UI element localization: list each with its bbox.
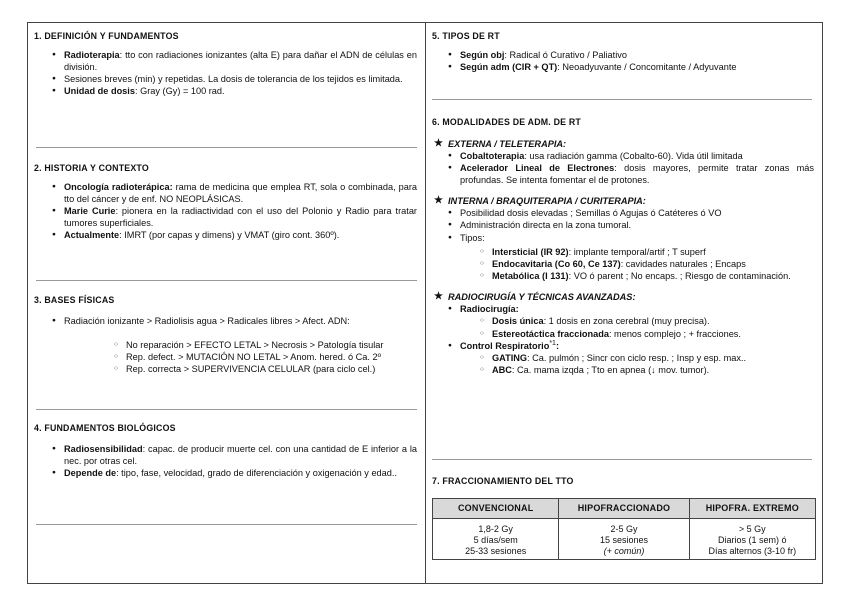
list-item: ● Según adm (CIR + QT): Neoadyuvante / Concomitante / Adyuvante (432, 61, 814, 73)
list-item: ○ Intersticial (IR 92): implante temporal/artif ; T superf (460, 246, 814, 258)
list-item: ● Depende de: tipo, fase, velocidad, grado de diferenciación y oxigenación y edad.. (34, 467, 417, 479)
section-modalidades (432, 117, 814, 376)
section-title: 6. MODALIDADES DE ADM. DE RT (432, 117, 581, 127)
list-item: ○ Rep. defect. > MUTACIÓN NO LETAL > Anom. hered. ó Ca. 2º (64, 351, 417, 363)
star-icon: ★ (434, 291, 443, 303)
list-item: ○ No reparación > EFECTO LETAL > Necrosis > Patología tisular (64, 339, 417, 351)
list-item: ● Tipos: ○ Intersticial (IR 92): implante temporal/artif ; T superf ○ Endocavitaria (Co 60, Ce 137): cavidades naturales ; Encaps ○ Metabólica (I 131): VO ó parent ; No encaps. ; Riesgo de contaminación. (432, 232, 814, 283)
list-item: ● Control Respiratorio$^{*1}$: ○ GATING: Ca. pulmón ; Sincr con ciclo resp. ; Insp y esp. max.. ○ ABC: Ca. mama izqda ; Tto en apnea (↓ mov. tumor). (432, 340, 814, 376)
divider (36, 409, 417, 410)
section-title: 4. FUNDAMENTOS BIOLÓGICOS (34, 423, 176, 433)
column-header: HIPOFRACCIONADO (559, 499, 689, 519)
list-item: ● Sesiones breves (min) y repetidas. La dosis de tolerancia de los tejidos es limitada. (34, 73, 417, 85)
list-item: ○ ABC: Ca. mama izqda ; Tto en apnea (↓ mov. tumor). (460, 364, 814, 376)
list-item: ● Oncología radioterápica: rama de medicina que emplea RT, sola o combinada, para tto del cáncer y de enf. NO NEOPLÁSICAS. (34, 181, 417, 205)
section-title: 3. BASES FÍSICAS (34, 295, 115, 305)
table-cell: > 5 Gy Diarios (1 sem) ó Días alternos (3-10 fr) (689, 519, 815, 560)
table-row (433, 519, 816, 560)
list-item: ● Radiosensibilidad: capac. de producir muerte cel. con una cantidad de E inferior a la nec. por otras cel. (34, 443, 417, 467)
bullet-list (34, 315, 417, 376)
list-item: ○ Metabólica (I 131): VO ó parent ; No encaps. ; Riesgo de contaminación. (460, 270, 814, 282)
list-item: ● Unidad de dosis: Gray (Gy) = 100 rad. (34, 85, 417, 97)
section-fraccionamiento (432, 476, 814, 494)
sub-list (460, 352, 814, 376)
table-cell: 2-5 Gy 15 sesiones (+ común) (559, 519, 689, 560)
list-item: ○ Dosis única: 1 dosis en zona cerebral (muy precisa). (460, 315, 814, 327)
section-title: 5. TIPOS DE RT (432, 31, 500, 41)
list-item: ○ GATING: Ca. pulmón ; Sincr con ciclo resp. ; Insp y esp. max.. (460, 352, 814, 364)
subsection-radiocirugia: ★ RADIOCIRUGÍA Y TÉCNICAS AVANZADAS: (434, 291, 636, 303)
section-title: 1. DEFINICIÓN Y FUNDAMENTOS (34, 31, 179, 41)
bullet-list (34, 181, 417, 242)
section-title: 7. FRACCIONAMIENTO DEL TTO (432, 476, 574, 486)
section-historia (34, 163, 417, 241)
bullet-list (432, 49, 814, 73)
section-fundamentos-biologicos (34, 423, 417, 479)
star-icon: ★ (434, 195, 443, 207)
table-header-row (433, 499, 816, 519)
column-header: HIPOFRA. EXTREMO (689, 499, 815, 519)
divider (432, 459, 812, 460)
document-page (27, 22, 823, 584)
section-bases-fisicas (34, 295, 417, 377)
list-item: ● Marie Curie: pionera en la radiactividad con el uso del Polonio y Radio para tratar tumores superficiales. (34, 205, 417, 229)
left-column (28, 23, 426, 583)
bullet-list (432, 303, 814, 376)
subsection-externa: ★ EXTERNA / TELETERAPIA: (434, 137, 567, 149)
section-tipos-rt (432, 31, 814, 73)
list-item: ● Según obj: Radical ó Curativo / Paliativo (432, 49, 814, 61)
bullet-list (34, 49, 417, 98)
list-item: ● Administración directa en la zona tumoral. (432, 219, 814, 231)
right-column (426, 23, 822, 583)
list-item: ○ Endocavitaria (Co 60, Ce 137): cavidades naturales ; Encaps (460, 258, 814, 270)
bullet-list (34, 443, 417, 479)
list-item: ○ Estereotáctica fraccionada: menos complejo ; + fracciones. (460, 328, 814, 340)
star-icon: ★ (434, 137, 443, 149)
list-item: ● Acelerador Lineal de Electrones: dosis mayores, permite tratar zonas más profundas. Se intenta fomentar el de protones. (432, 162, 814, 186)
list-item: ● Cobaltoterapia: usa radiación gamma (Cobalto-60). Vida útil limitada (432, 150, 814, 162)
bullet-list (432, 207, 814, 282)
list-item: ● Posibilidad dosis elevadas ; Semillas ó Agujas ó Catéteres ó VO (432, 207, 814, 219)
sub-list (64, 339, 417, 375)
divider (36, 524, 417, 525)
list-item: ○ Rep. correcta > SUPERVIVENCIA CELULAR (para ciclo cel.) (64, 363, 417, 375)
sub-list (460, 246, 814, 282)
list-item: ● Radiación ionizante > Radiolisis agua > Radicales libres > Afect. ADN: ○ No reparación > EFECTO LETAL > Necrosis > Patología tisular ○ Rep. defect. > MUTACIÓN NO LETAL > Anom. hered. ó Ca. 2º ○ Rep. correcta > SUPERVIVENCIA CELULAR (para ciclo cel.) (34, 315, 417, 376)
divider (432, 99, 812, 100)
sub-list (460, 315, 814, 339)
bullet-list (432, 150, 814, 186)
list-item: ● Radioterapia: tto con radiaciones ionizantes (alta E) para dañar el ADN de células en división. (34, 49, 417, 73)
section-definicion (34, 31, 417, 97)
column-header: CONVENCIONAL (433, 499, 559, 519)
divider (36, 280, 417, 281)
list-item: ● Actualmente: IMRT (por capas y dimens) y VMAT (giro cont. 360º). (34, 229, 417, 241)
fraccionamiento-table (432, 498, 816, 560)
subsection-interna: ★ INTERNA / BRAQUITERAPIA / CURITERAPIA: (434, 195, 646, 207)
list-item: ● Radiocirugía: ○ Dosis única: 1 dosis en zona cerebral (muy precisa). ○ Estereotáctica fraccionada: menos complejo ; + fracciones. (432, 303, 814, 339)
section-title: 2. HISTORIA Y CONTEXTO (34, 163, 149, 173)
divider (36, 147, 417, 148)
table-cell: 1,8-2 Gy 5 días/sem 25-33 sesiones (433, 519, 559, 560)
